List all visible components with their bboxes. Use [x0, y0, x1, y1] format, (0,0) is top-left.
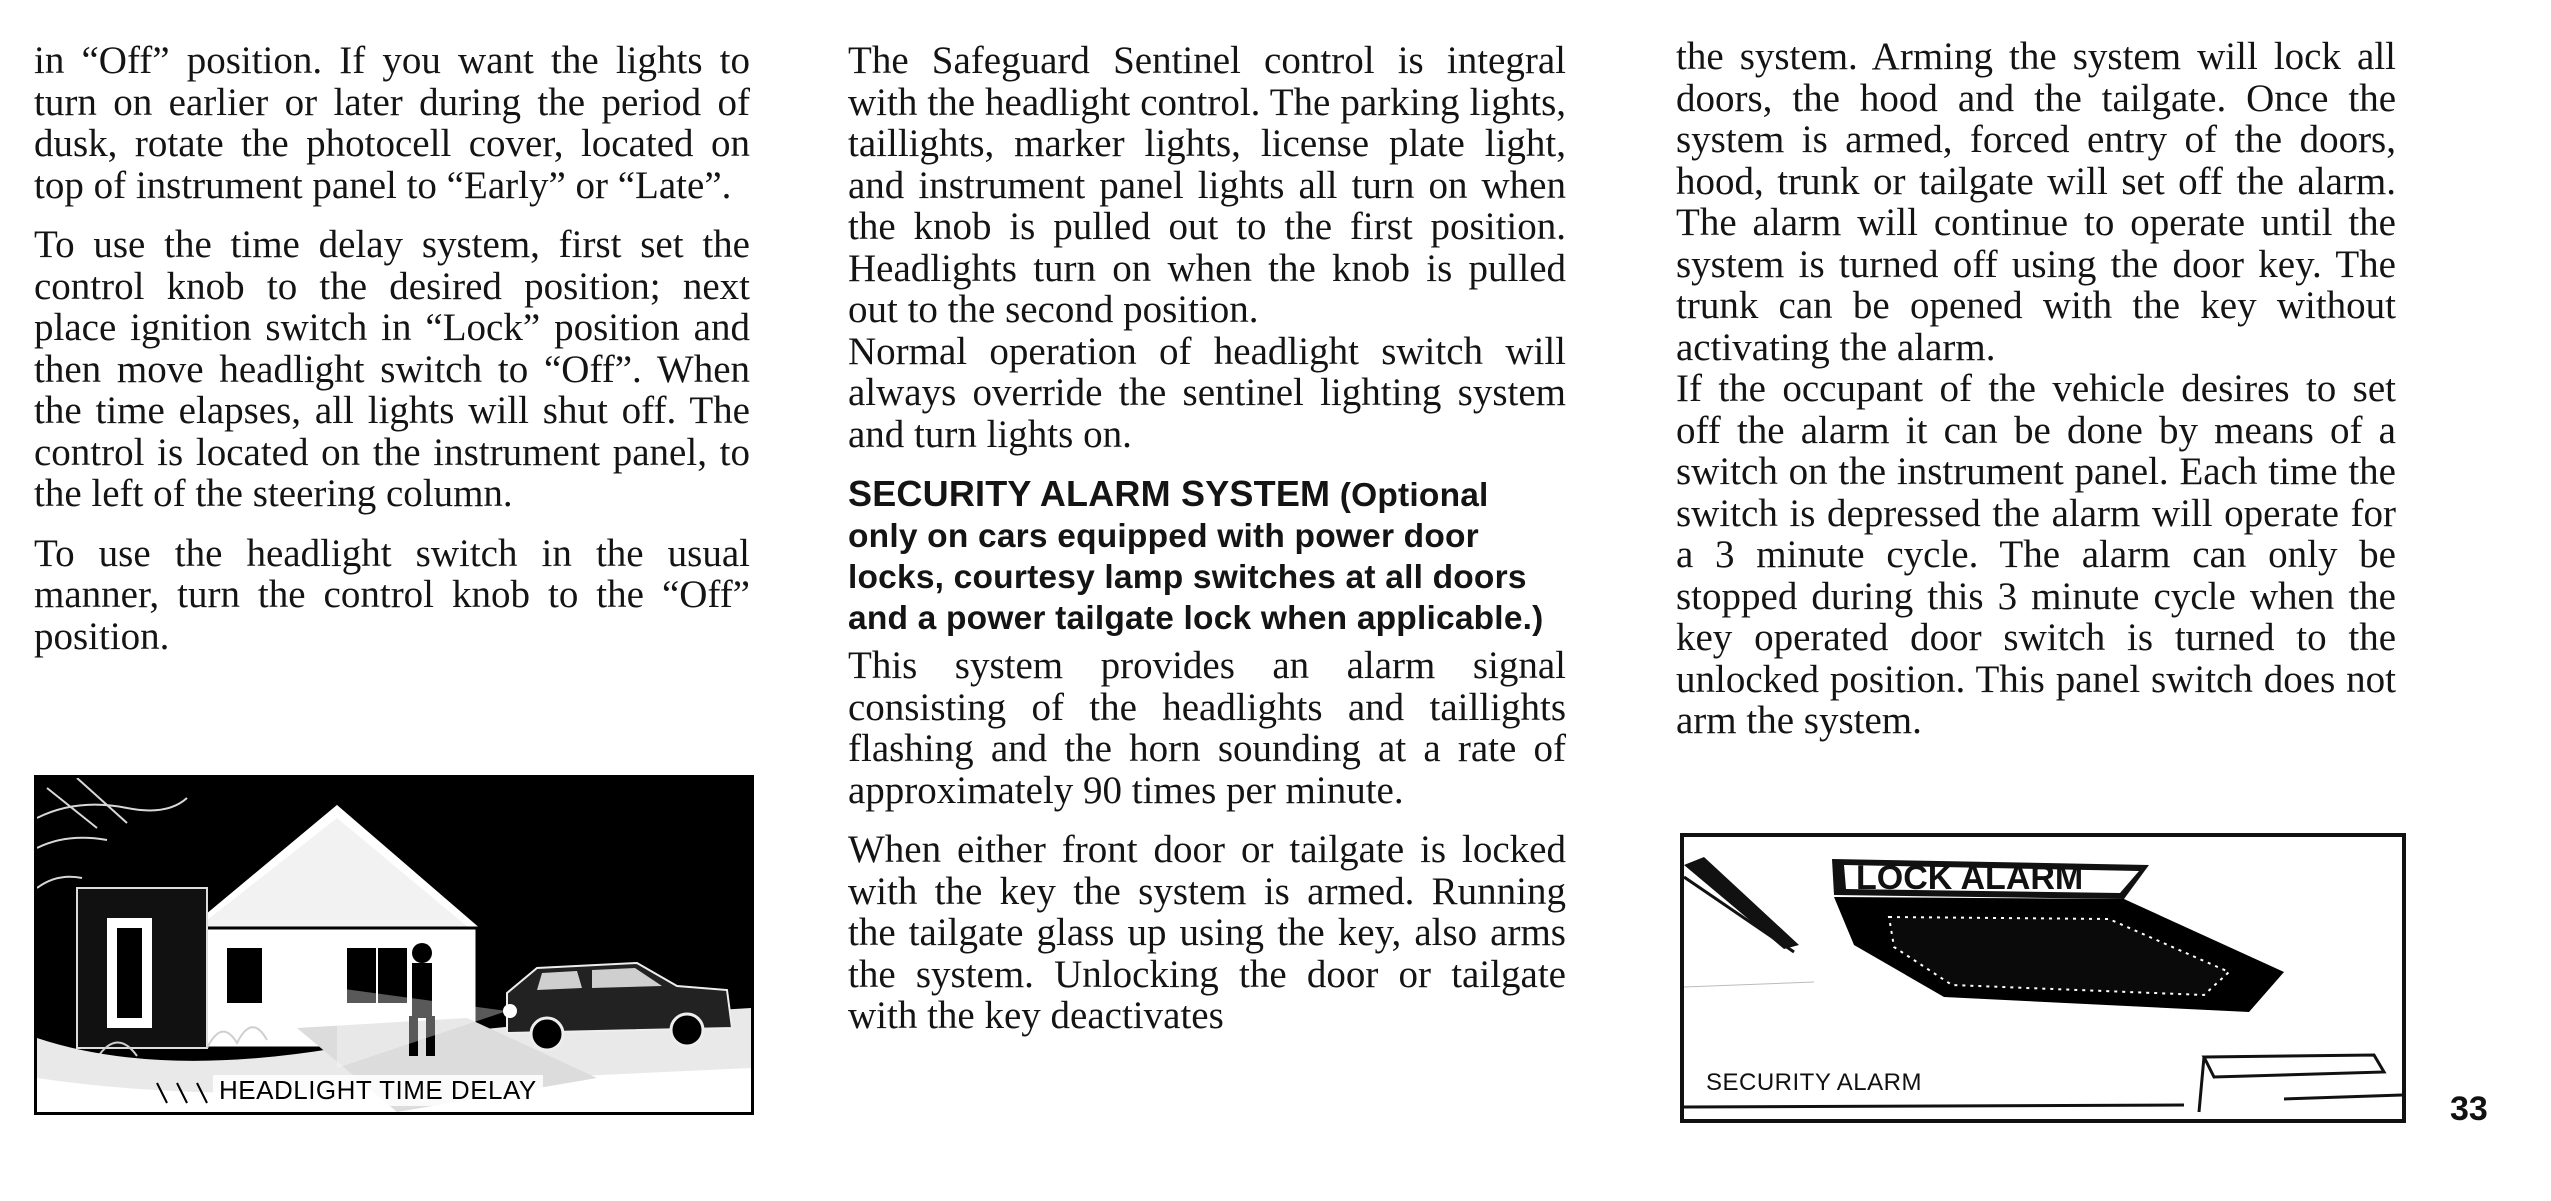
section-heading-security-alarm [848, 473, 1566, 639]
paragraph-system-lock: the system. Arming the system will lock all doors, the hood and the tailgate. Once the system is armed, forced entry of the doors, hood, trunk or tailgate will set off the alarm. The alarm will continue to operate until the system is turned off using the door key. The trunk can be opened with the key without activating the alarm. [1676, 35, 2396, 369]
paragraph-sentinel-control: The Safeguard Sentinel control is integral with the headlight control. The parking lights, taillights, marker lights, license plate light, and instrument panel lights all turn on when the knob is pulled out to the first position. Headlights turn on when the knob is pulled out to the second position. [848, 39, 1566, 331]
paragraph-time-delay: To use the time delay system, first set the control knob to the desired position; next place ignition switch in “Lock” position and then move headlight switch to “Off”. When the time elapses, all lights will shut off. The control is located on the instrument panel, to the left of the steering column. [34, 223, 750, 515]
text-column-right [1676, 36, 2396, 760]
paragraph-photocell: in “Off” position. If you want the lights to turn on earlier or later during the period of dusk, rotate the photocell cover, located on top of instrument panel to “Early” or “Late”. [34, 39, 750, 207]
headlight-time-delay-illustration [34, 775, 754, 1115]
heading-subtitle: (Optional only on cars equipped with power door locks, courtesy lamp switches at all doors and a power tailgate lock when applicable.) [848, 477, 1544, 637]
headlight-figure-caption: HEADLIGHT TIME DELAY [213, 1075, 543, 1106]
paragraph-arming: When either front door or tailgate is locked with the key the system is armed. Running the tailgate glass up using the key, also arms the system. Unlocking the door or tailgate with the key deactivates [848, 828, 1566, 1037]
text-column-left [34, 40, 750, 675]
security-alarm-figure-caption: SECURITY ALARM [1706, 1069, 1922, 1096]
paragraph-alarm-signal: This system provides an alarm signal consisting of the headlights and taillights flashing and the horn sounding at a rate of approximately 90 times per minute. [848, 644, 1566, 812]
paragraph-usual-manner: To use the headlight switch in the usual manner, turn the control knob to the “Off” position. [34, 531, 750, 658]
security-alarm-illustration [1680, 833, 2406, 1123]
night-house-car-drawing [37, 778, 751, 1112]
paragraph-panel-switch: If the occupant of the vehicle desires to set off the alarm it can be done by means of a switch on the instrument panel. Each time the switch is depressed the alarm will operate for a 3 minute cycle. The alarm can only be stopped during this 3 minute cycle when the key operated door switch is turned to the unlocked position. This panel switch does not arm the system. [1676, 367, 2396, 742]
lock-alarm-label: LOCK ALARM [1856, 859, 2084, 897]
heading-title: SECURITY ALARM SYSTEM [848, 473, 1331, 514]
page-number: 33 [2450, 1090, 2488, 1128]
paragraph-normal-operation: Normal operation of headlight switch will always override the sentinel lighting system and turn lights on. [848, 329, 1566, 456]
text-column-middle [848, 40, 1566, 1055]
